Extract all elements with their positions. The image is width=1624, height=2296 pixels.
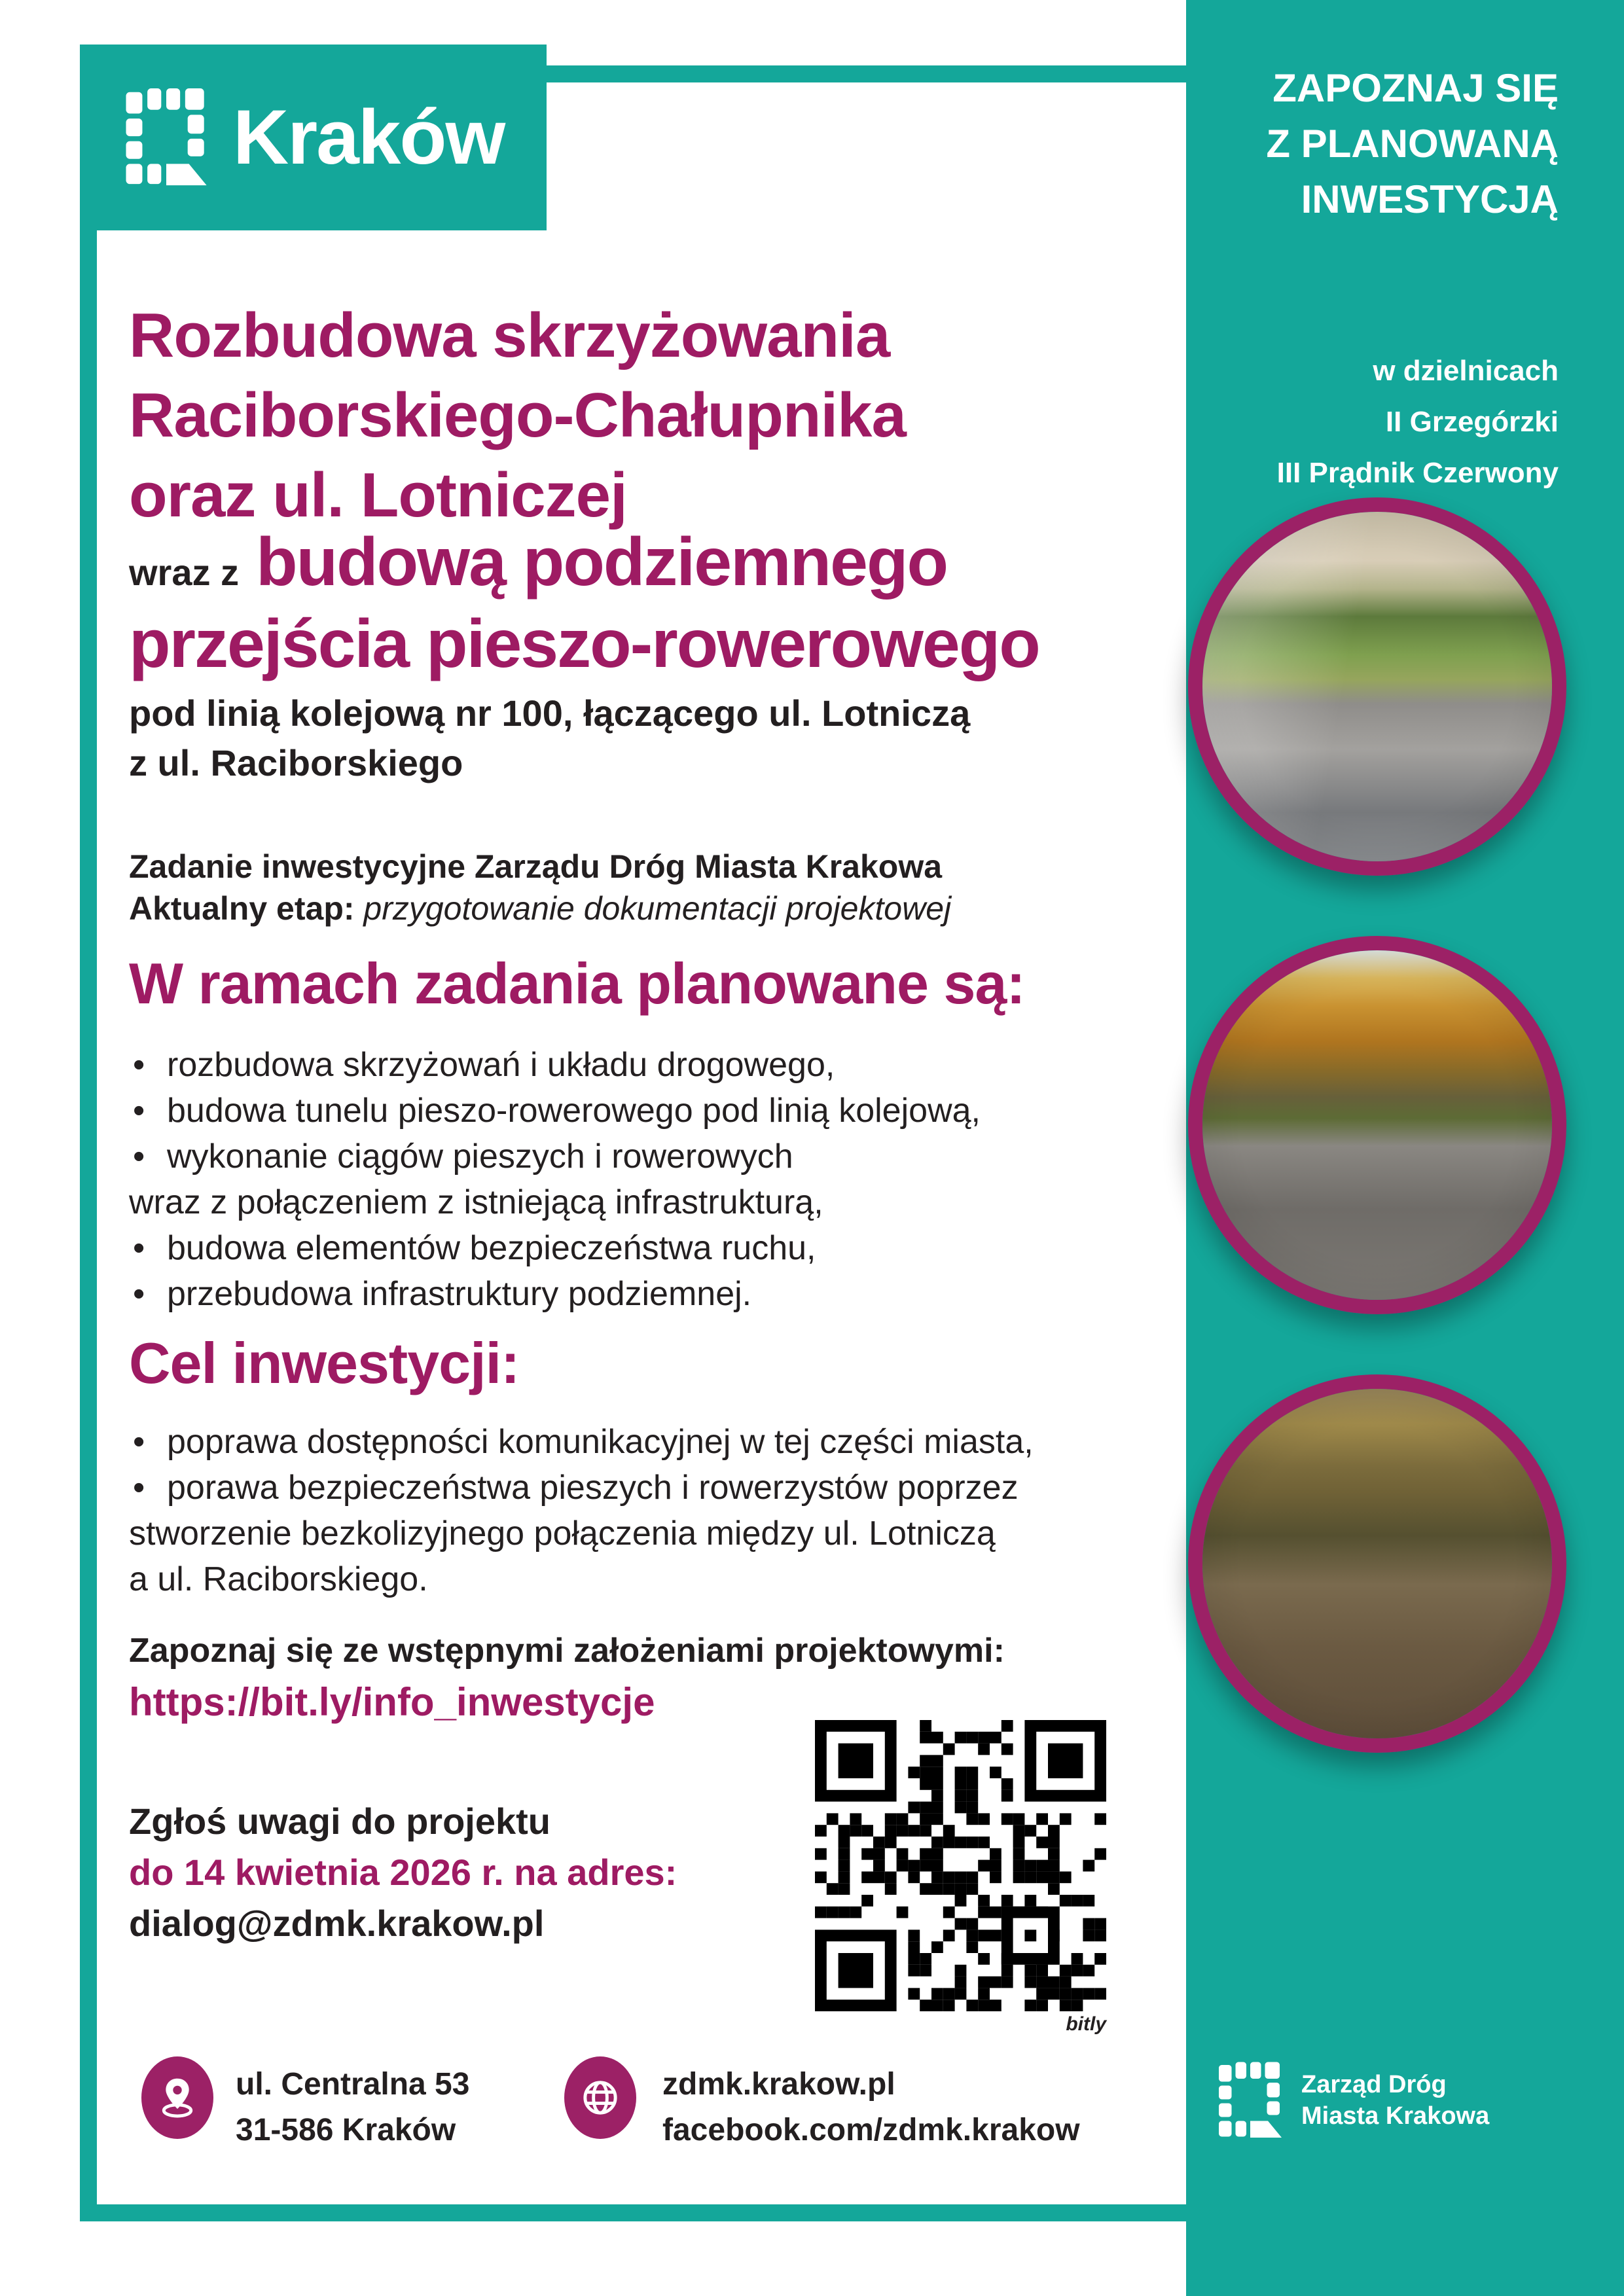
list-item: • budowa tunelu pieszo-rowerowego pod linią kolejową, bbox=[129, 1088, 1189, 1134]
list-item: • rozbudowa skrzyżowań i układu drogowego, bbox=[129, 1042, 1189, 1088]
subtitle-line: z ul. Raciborskiego bbox=[129, 742, 463, 783]
title-highlight-line1: budową podziemnego bbox=[256, 524, 948, 600]
photo-street-autumn bbox=[1188, 936, 1566, 1314]
krakow-logo-mark-icon bbox=[126, 88, 207, 187]
goals-heading: Cel inwestycji: bbox=[129, 1331, 520, 1395]
list-item: • budowa elementów bezpieczeństwa ruchu, bbox=[129, 1225, 1189, 1271]
feedback-heading: Zgłoś uwagi do projektu bbox=[129, 1801, 550, 1842]
title-line: Raciborskiego-Chałupnika bbox=[129, 380, 906, 450]
krakow-logo-text: Kraków bbox=[233, 94, 505, 181]
website-url[interactable]: zdmk.krakow.pl bbox=[662, 2067, 895, 2102]
scope-list bbox=[129, 1042, 1189, 1317]
zdmk-name-line: Miasta Krakowa bbox=[1301, 2102, 1490, 2130]
list-item: • przebudowa infrastruktury podziemnej. bbox=[129, 1271, 1189, 1317]
sidebar-headline-line: INWESTYCJĄ bbox=[1301, 177, 1559, 221]
list-item: • wykonanie ciągów pieszych i rowerowych bbox=[129, 1134, 1189, 1179]
list-item-continuation: wraz z połączeniem z istniejącą infrastrukturą, bbox=[129, 1183, 823, 1221]
frame-left-line bbox=[80, 65, 97, 2221]
stage-label: Aktualny etap: bbox=[129, 890, 355, 927]
address-icon-wrap bbox=[141, 2056, 213, 2139]
feedback-email-link[interactable]: dialog@zdmk.krakow.pl bbox=[129, 1903, 545, 1944]
sidebar-headline-line: Z PLANOWANĄ bbox=[1266, 122, 1559, 166]
frame-bottom-line bbox=[80, 2204, 1186, 2221]
qr-bitly-logo: bitly bbox=[1066, 2013, 1106, 2035]
feedback-deadline: do 14 kwietnia 2026 r. na adres: bbox=[129, 1852, 677, 1893]
sidebar-headline-line: ZAPOZNAJ SIĘ bbox=[1272, 66, 1559, 110]
district-item: II Grzegórzki bbox=[1385, 406, 1559, 438]
poster-subtitle bbox=[129, 689, 1176, 788]
investment-meta bbox=[129, 846, 1176, 929]
zdmk-logo-text bbox=[1301, 2069, 1489, 2132]
scope-heading: W ramach zadania planowane są: bbox=[129, 951, 1025, 1016]
qr-code bbox=[815, 1720, 1106, 2011]
facebook-url[interactable]: facebook.com/zdmk.krakow bbox=[662, 2113, 1080, 2147]
stage-value: przygotowanie dokumentacji projektowej bbox=[354, 890, 952, 927]
sidebar-headline bbox=[1186, 60, 1624, 227]
subtitle-line: pod linią kolejową nr 100, łączącego ul. Lotniczą bbox=[129, 692, 971, 734]
title-small-prefix: wraz z bbox=[129, 552, 240, 593]
zdmk-logo bbox=[1219, 2062, 1489, 2139]
district-item: III Prądnik Czerwony bbox=[1276, 457, 1559, 489]
photo-intersection bbox=[1188, 497, 1566, 876]
web-links-block bbox=[662, 2062, 1186, 2153]
districts-block bbox=[1186, 346, 1624, 499]
title-line: oraz ul. Lotniczej bbox=[129, 460, 627, 530]
investor-line: Zadanie inwestycyjne Zarządu Dróg Miasta Krakowa bbox=[129, 848, 943, 885]
krakow-logo-band bbox=[80, 45, 547, 230]
districts-label: w dzielnicach bbox=[1373, 355, 1559, 387]
address-line: 31-586 Kraków bbox=[236, 2113, 456, 2147]
list-item-continuation: a ul. Raciborskiego. bbox=[129, 1560, 428, 1598]
address-line: ul. Centralna 53 bbox=[236, 2067, 470, 2102]
project-info-link[interactable]: https://bit.ly/info_inwestycje bbox=[129, 1680, 655, 1724]
list-item: • porawa bezpieczeństwa pieszych i rowerzystów poprzez bbox=[129, 1465, 1189, 1511]
list-item-continuation: stworzenie bezkolizyjnego połączenia między ul. Lotniczą bbox=[129, 1515, 996, 1552]
goals-list bbox=[129, 1419, 1189, 1602]
zdmk-logo-mark-icon bbox=[1219, 2062, 1282, 2139]
list-item: • poprawa dostępności komunikacyjnej w tej części miasta, bbox=[129, 1419, 1189, 1465]
sidebar bbox=[1186, 0, 1624, 2296]
zdmk-name-line: Zarząd Dróg bbox=[1301, 2071, 1447, 2098]
title-line: Rozbudowa skrzyżowania bbox=[129, 300, 890, 370]
globe-icon bbox=[564, 2056, 636, 2139]
title-highlight-row bbox=[129, 524, 1176, 601]
title-highlight-line2: przejścia pieszo-rowerowego bbox=[129, 606, 1039, 682]
web-icon-wrap bbox=[564, 2056, 636, 2139]
poster-title bbox=[129, 296, 1170, 535]
photo-park-path bbox=[1188, 1374, 1566, 1753]
cta-heading: Zapoznaj się ze wstępnymi założeniami projektowymi: bbox=[129, 1632, 1005, 1670]
location-pin-icon bbox=[141, 2056, 213, 2139]
